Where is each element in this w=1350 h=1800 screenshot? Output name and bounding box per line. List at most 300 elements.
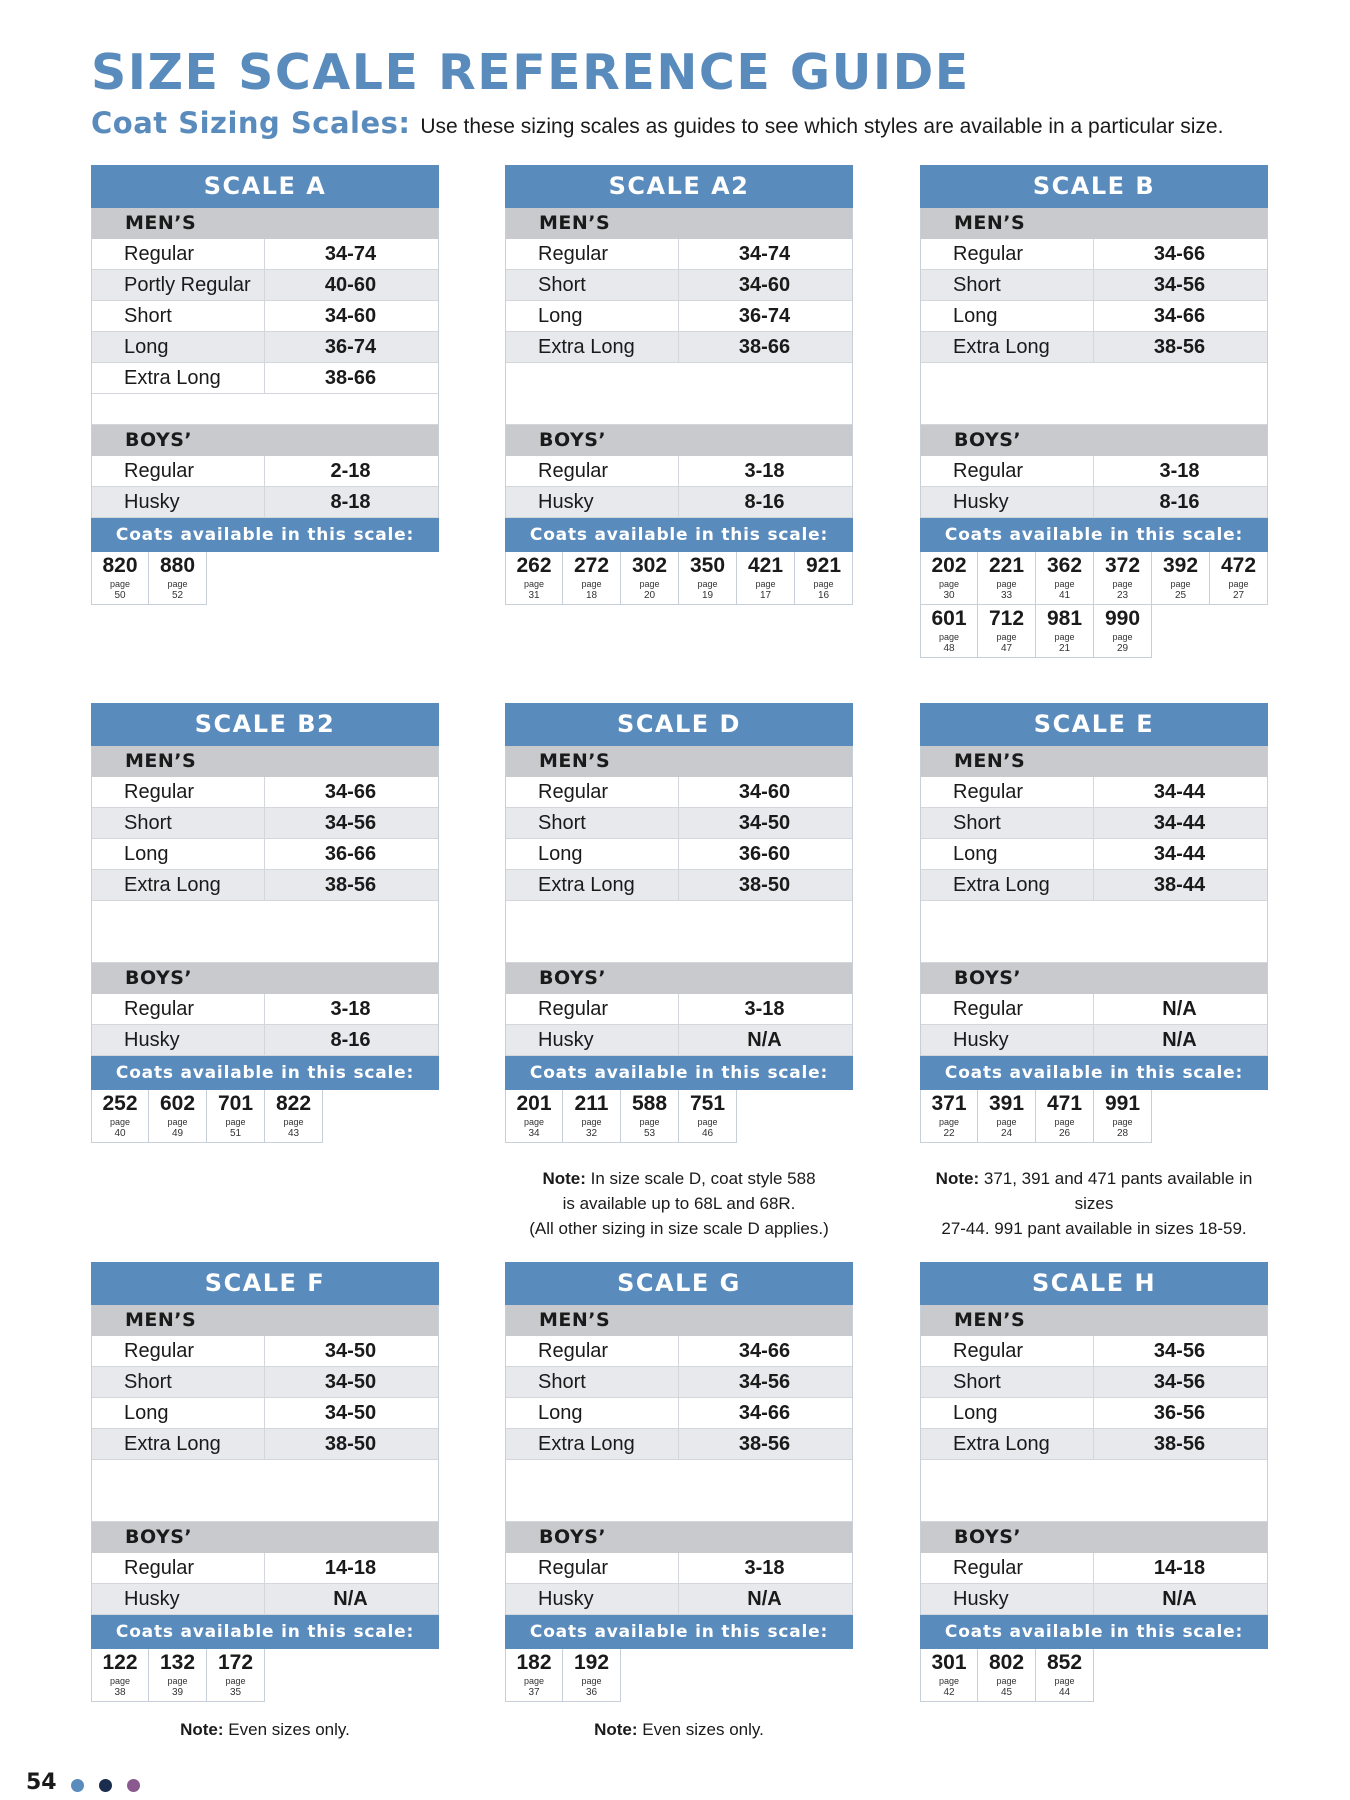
- fit-label: Extra Long: [921, 870, 1094, 900]
- catalog-page-number: 34: [528, 1128, 540, 1139]
- coat-style-list: [920, 1649, 1268, 1702]
- size-range: 3-18: [330, 998, 371, 1020]
- catalog-page-number: 40: [114, 1128, 126, 1139]
- coat-style-number: 371: [931, 1092, 967, 1115]
- boys-section-label: BOYS’: [506, 1522, 852, 1553]
- size-range: 34-44: [1153, 812, 1206, 834]
- coat-style-cell: [1094, 1090, 1152, 1143]
- fit-label: Regular: [921, 1553, 1094, 1583]
- coat-style-number: 262: [516, 554, 552, 577]
- coats-available-bar: Coats available in this scale:: [505, 518, 853, 552]
- coat-style-cell: [563, 1090, 621, 1143]
- table-row: [506, 994, 852, 1025]
- scale-note: [920, 1166, 1268, 1241]
- coat-style-number: 822: [275, 1092, 312, 1115]
- catalog-page-number: 19: [701, 590, 714, 601]
- fit-label: Regular: [92, 777, 265, 807]
- fit-label: Husky: [92, 487, 265, 517]
- page-caption: page: [109, 579, 131, 589]
- coat-style-cell: [978, 1090, 1036, 1143]
- fit-label: Extra Long: [506, 870, 679, 900]
- fit-label: Short: [921, 1367, 1094, 1397]
- fit-label: Regular: [506, 239, 679, 269]
- size-range: 38-44: [1153, 874, 1206, 896]
- coat-style-number: 272: [573, 554, 610, 577]
- size-range: 34-50: [738, 812, 791, 834]
- size-table: [920, 208, 1268, 518]
- catalog-page-number: 45: [1000, 1687, 1013, 1698]
- scale-title: SCALE B2: [91, 703, 439, 746]
- note-line: [505, 1717, 853, 1742]
- coat-style-list: [91, 1649, 439, 1702]
- note-line: [505, 1216, 853, 1241]
- coats-available-bar: Coats available in this scale:: [91, 1056, 439, 1090]
- catalog-page-number: 29: [1116, 643, 1129, 654]
- catalog-page-number: 43: [287, 1128, 300, 1139]
- size-range: N/A: [1162, 998, 1197, 1020]
- coat-style-cell: [679, 1090, 737, 1143]
- page-caption: page: [1054, 579, 1075, 589]
- page-caption: page: [813, 579, 834, 589]
- coats-available-bar: Coats available in this scale:: [920, 518, 1268, 552]
- note-label: Note:: [180, 1720, 224, 1739]
- table-row: [921, 301, 1267, 332]
- page-caption: page: [938, 1676, 960, 1686]
- note-text: Even sizes only.: [642, 1720, 764, 1739]
- table-spacer: [506, 363, 852, 425]
- page-caption: page: [1054, 632, 1075, 642]
- coat-style-list: [920, 552, 1268, 658]
- fit-label: Regular: [921, 456, 1094, 486]
- page-caption: page: [639, 1117, 660, 1127]
- table-row: [506, 1398, 852, 1429]
- page-caption: page: [581, 579, 602, 589]
- catalog-page-number: 49: [171, 1128, 184, 1139]
- coat-style-cell: [1036, 605, 1094, 658]
- size-range: 38-56: [1153, 1433, 1206, 1455]
- fit-label: Extra Long: [921, 1429, 1094, 1459]
- catalog-page-number: 22: [943, 1128, 955, 1139]
- catalog-page-number: 38: [114, 1687, 126, 1698]
- page-caption: page: [225, 1117, 246, 1127]
- scale-card-scale-f: [91, 1262, 439, 1702]
- coat-style-number: 751: [689, 1092, 726, 1115]
- scale-card-scale-e: [920, 703, 1268, 1143]
- size-range: 38-66: [738, 336, 791, 358]
- mens-section-label: MEN’S: [921, 1305, 1267, 1336]
- catalog-page-number: 31: [528, 590, 540, 601]
- coat-style-number: 201: [516, 1092, 552, 1115]
- table-row: [506, 1367, 852, 1398]
- size-range: N/A: [1162, 1588, 1197, 1610]
- page-caption: page: [225, 1676, 246, 1686]
- page-caption: page: [1054, 1117, 1075, 1127]
- page-caption: page: [1112, 1117, 1133, 1127]
- coat-style-number: 921: [805, 554, 842, 577]
- coat-style-number: 182: [516, 1651, 552, 1674]
- coat-style-number: 472: [1220, 554, 1257, 577]
- scale-note: [505, 1717, 853, 1742]
- fit-label: Long: [506, 839, 679, 869]
- table-row: [92, 1429, 438, 1460]
- table-row: [921, 1398, 1267, 1429]
- coat-style-number: 301: [931, 1651, 967, 1674]
- catalog-page-number: 37: [528, 1687, 540, 1698]
- size-range: 14-18: [1153, 1557, 1206, 1579]
- mens-section-label: MEN’S: [506, 208, 852, 239]
- coats-available-bar: Coats available in this scale:: [91, 1615, 439, 1649]
- size-range: 34-50: [324, 1402, 377, 1424]
- table-row: [92, 363, 438, 394]
- scale-title: SCALE G: [505, 1262, 853, 1305]
- fit-label: Regular: [921, 994, 1094, 1024]
- table-row: [921, 839, 1267, 870]
- coat-style-cell: [149, 1090, 207, 1143]
- coat-style-number: 802: [988, 1651, 1025, 1674]
- scale-card-scale-g: [505, 1262, 853, 1702]
- page-caption: page: [938, 632, 960, 642]
- table-row: [921, 808, 1267, 839]
- page-caption: page: [523, 1117, 545, 1127]
- table-row: [921, 994, 1267, 1025]
- coat-style-number: 202: [931, 554, 967, 577]
- page-caption: page: [996, 1676, 1017, 1686]
- coat-style-cell: [505, 1649, 563, 1702]
- size-range: 34-56: [1153, 1371, 1206, 1393]
- size-range: 38-56: [738, 1433, 791, 1455]
- fit-label: Regular: [921, 1336, 1094, 1366]
- coat-style-cell: [621, 552, 679, 605]
- note-text: Even sizes only.: [228, 1720, 350, 1739]
- coat-style-list: [505, 552, 853, 605]
- coat-style-cell: [920, 605, 978, 658]
- coat-style-number: 990: [1104, 607, 1141, 630]
- coat-style-list: [920, 1090, 1268, 1143]
- mens-section-label: MEN’S: [92, 208, 438, 239]
- table-row: [921, 456, 1267, 487]
- scale-title: SCALE F: [91, 1262, 439, 1305]
- fit-label: Regular: [506, 777, 679, 807]
- table-spacer: [921, 363, 1267, 425]
- coat-style-cell: [207, 1090, 265, 1143]
- table-row: [921, 1367, 1267, 1398]
- fit-label: Regular: [92, 994, 265, 1024]
- size-range: N/A: [747, 1588, 782, 1610]
- catalog-page-number: 51: [229, 1128, 242, 1139]
- fit-label: Short: [92, 808, 265, 838]
- fit-label: Short: [921, 808, 1094, 838]
- table-row: [921, 270, 1267, 301]
- size-table: [505, 1305, 853, 1615]
- catalog-page-number: 39: [171, 1687, 184, 1698]
- table-row: [92, 1398, 438, 1429]
- table-row: [921, 1584, 1267, 1615]
- page-caption: page: [581, 1676, 602, 1686]
- decorative-dot-icon: [127, 1779, 140, 1792]
- boys-section-label: BOYS’: [506, 425, 852, 456]
- size-range: 34-66: [1153, 305, 1206, 327]
- note-line: [505, 1166, 853, 1191]
- scale-card-scale-h: [920, 1262, 1268, 1702]
- table-row: [92, 808, 438, 839]
- scale-note: [505, 1166, 853, 1241]
- table-spacer: [92, 1460, 438, 1522]
- size-range: N/A: [1162, 1029, 1197, 1051]
- note-label: Note:: [542, 1169, 586, 1188]
- table-row: [506, 301, 852, 332]
- coat-style-number: 122: [102, 1651, 138, 1674]
- table-row: [506, 808, 852, 839]
- coat-style-number: 252: [102, 1092, 138, 1115]
- note-text: In size scale D, coat style 588: [590, 1169, 816, 1188]
- note-text: 371, 391 and 471 pants available in sizes: [983, 1169, 1253, 1213]
- fit-label: Regular: [92, 1336, 265, 1366]
- page-caption: page: [109, 1676, 131, 1686]
- scale-note: [91, 1717, 439, 1742]
- page-caption: page: [523, 1676, 545, 1686]
- coats-available-bar: Coats available in this scale:: [91, 518, 439, 552]
- table-row: [92, 239, 438, 270]
- boys-section-label: BOYS’: [921, 963, 1267, 994]
- coat-style-cell: [505, 1090, 563, 1143]
- boys-section-label: BOYS’: [921, 425, 1267, 456]
- catalog-page-number: 27: [1232, 590, 1245, 601]
- table-row: [506, 1336, 852, 1367]
- coat-style-cell: [1036, 552, 1094, 605]
- coat-style-cell: [795, 552, 853, 605]
- table-row: [506, 487, 852, 518]
- scale-title: SCALE A: [91, 165, 439, 208]
- table-spacer: [921, 901, 1267, 963]
- coat-style-number: 981: [1046, 607, 1083, 630]
- boys-section-label: BOYS’: [92, 963, 438, 994]
- size-range: 34-60: [738, 781, 791, 803]
- coat-style-number: 712: [988, 607, 1025, 630]
- table-spacer: [921, 1460, 1267, 1522]
- fit-label: Extra Long: [921, 332, 1094, 362]
- coat-style-cell: [978, 1649, 1036, 1702]
- coat-style-list: [91, 1090, 439, 1143]
- table-row: [92, 777, 438, 808]
- fit-label: Long: [921, 301, 1094, 331]
- catalog-page-number: 30: [943, 590, 955, 601]
- size-range: 36-74: [324, 336, 377, 358]
- note-line: [91, 1717, 439, 1742]
- catalog-page-number: 47: [1000, 643, 1013, 654]
- coat-style-list: [91, 552, 439, 605]
- size-range: 34-56: [1153, 274, 1206, 296]
- size-range: 38-66: [324, 367, 377, 389]
- fit-label: Husky: [506, 1584, 679, 1614]
- coat-style-number: 192: [573, 1651, 610, 1674]
- fit-label: Long: [921, 839, 1094, 869]
- fit-label: Regular: [921, 777, 1094, 807]
- table-spacer: [506, 1460, 852, 1522]
- coat-style-cell: [737, 552, 795, 605]
- table-row: [921, 777, 1267, 808]
- table-row: [506, 1025, 852, 1056]
- catalog-page-number: 46: [701, 1128, 714, 1139]
- page-caption: page: [1054, 1676, 1075, 1686]
- subtitle-lead: Coat Sizing Scales:: [91, 106, 411, 140]
- table-row: [92, 1584, 438, 1615]
- table-row: [506, 270, 852, 301]
- coat-style-cell: [149, 552, 207, 605]
- scale-card-scale-b: [920, 165, 1268, 658]
- table-row: [921, 1025, 1267, 1056]
- coat-style-number: 132: [159, 1651, 196, 1674]
- coat-style-number: 991: [1104, 1092, 1141, 1115]
- catalog-page-number: 36: [585, 1687, 598, 1698]
- catalog-page-number: 24: [1000, 1128, 1013, 1139]
- coat-style-cell: [679, 552, 737, 605]
- coat-style-cell: [1094, 605, 1152, 658]
- mens-section-label: MEN’S: [92, 1305, 438, 1336]
- fit-label: Short: [506, 808, 679, 838]
- catalog-page-number: 35: [229, 1687, 242, 1698]
- coats-available-bar: Coats available in this scale:: [920, 1056, 1268, 1090]
- size-range: 34-56: [738, 1371, 791, 1393]
- size-range: 34-44: [1153, 843, 1206, 865]
- note-text: (All other sizing in size scale D applies.): [529, 1219, 829, 1238]
- catalog-page-number: 28: [1116, 1128, 1129, 1139]
- page-caption: page: [1112, 579, 1133, 589]
- size-range: 34-66: [738, 1340, 791, 1362]
- coat-style-cell: [1152, 552, 1210, 605]
- fit-label: Regular: [506, 994, 679, 1024]
- page-caption: page: [755, 579, 776, 589]
- coats-available-bar: Coats available in this scale:: [505, 1615, 853, 1649]
- coat-style-number: 852: [1046, 1651, 1083, 1674]
- coat-style-number: 372: [1104, 554, 1141, 577]
- note-line: [505, 1191, 853, 1216]
- size-range: 34-74: [324, 243, 377, 265]
- coat-style-cell: [207, 1649, 265, 1702]
- size-table: [920, 746, 1268, 1056]
- size-range: 3-18: [744, 998, 785, 1020]
- fit-label: Regular: [506, 1553, 679, 1583]
- fit-label: Short: [92, 1367, 265, 1397]
- coat-style-cell: [149, 1649, 207, 1702]
- size-range: 36-60: [738, 843, 791, 865]
- scale-title: SCALE D: [505, 703, 853, 746]
- table-row: [506, 1429, 852, 1460]
- fit-label: Extra Long: [506, 332, 679, 362]
- page-caption: page: [697, 1117, 718, 1127]
- page-caption: page: [639, 579, 660, 589]
- mens-section-label: MEN’S: [92, 746, 438, 777]
- note-label: Note:: [935, 1169, 980, 1188]
- coat-style-list: [505, 1090, 853, 1143]
- note-text: is available up to 68L and 68R.: [562, 1194, 796, 1213]
- table-row: [921, 332, 1267, 363]
- table-row: [506, 1584, 852, 1615]
- page-caption: page: [938, 1117, 960, 1127]
- fit-label: Husky: [921, 1584, 1094, 1614]
- table-row: [92, 1553, 438, 1584]
- table-row: [506, 1553, 852, 1584]
- page-caption: page: [1170, 579, 1191, 589]
- coat-style-cell: [563, 552, 621, 605]
- table-row: [92, 1367, 438, 1398]
- page-caption: page: [996, 579, 1017, 589]
- size-range: 8-18: [330, 491, 371, 513]
- table-row: [921, 239, 1267, 270]
- page-caption: page: [1112, 632, 1133, 642]
- coat-style-cell: [621, 1090, 679, 1143]
- scale-title: SCALE B: [920, 165, 1268, 208]
- fit-label: Long: [506, 1398, 679, 1428]
- scale-card-scale-d: [505, 703, 853, 1143]
- catalog-page-number: 16: [817, 590, 830, 601]
- catalog-page-number: 52: [171, 590, 184, 601]
- fit-label: Long: [92, 1398, 265, 1428]
- coat-style-number: 362: [1046, 554, 1083, 577]
- fit-label: Short: [506, 1367, 679, 1397]
- size-table: [91, 208, 439, 518]
- table-row: [92, 270, 438, 301]
- coat-style-cell: [265, 1090, 323, 1143]
- size-range: 36-66: [324, 843, 377, 865]
- fit-label: Short: [92, 301, 265, 331]
- page-subtitle: [91, 106, 1223, 140]
- size-range: 2-18: [330, 460, 371, 482]
- catalog-page-number: 20: [643, 590, 656, 601]
- decorative-dot-icon: [71, 1779, 84, 1792]
- page-caption: page: [109, 1117, 131, 1127]
- size-range: 34-66: [738, 1402, 791, 1424]
- fit-label: Regular: [92, 456, 265, 486]
- catalog-page-number: 25: [1174, 590, 1187, 601]
- size-range: 3-18: [1159, 460, 1200, 482]
- coat-style-cell: [920, 552, 978, 605]
- fit-label: Husky: [92, 1584, 265, 1614]
- table-row: [921, 1336, 1267, 1367]
- coat-style-number: 588: [631, 1092, 668, 1115]
- boys-section-label: BOYS’: [506, 963, 852, 994]
- fit-label: Husky: [921, 1025, 1094, 1055]
- fit-label: Short: [506, 270, 679, 300]
- note-line: [920, 1166, 1268, 1216]
- fit-label: Husky: [506, 1025, 679, 1055]
- coat-style-number: 701: [217, 1092, 254, 1115]
- mens-section-label: MEN’S: [921, 746, 1267, 777]
- coat-style-number: 221: [988, 554, 1025, 577]
- scale-title: SCALE A2: [505, 165, 853, 208]
- size-range: 38-50: [324, 1433, 377, 1455]
- coat-style-number: 302: [631, 554, 668, 577]
- mens-section-label: MEN’S: [506, 746, 852, 777]
- table-row: [92, 870, 438, 901]
- catalog-page-number: 50: [114, 590, 126, 601]
- size-range: 14-18: [324, 1557, 377, 1579]
- size-range: 38-56: [1153, 336, 1206, 358]
- table-row: [921, 1429, 1267, 1460]
- boys-section-label: BOYS’: [921, 1522, 1267, 1553]
- catalog-page-number: 48: [943, 643, 955, 654]
- catalog-page-number: 32: [585, 1128, 598, 1139]
- size-range: 34-50: [324, 1340, 377, 1362]
- table-row: [506, 332, 852, 363]
- catalog-page-number: 26: [1058, 1128, 1071, 1139]
- scale-card-scale-a: [91, 165, 439, 605]
- coat-style-cell: [978, 552, 1036, 605]
- fit-label: Long: [92, 332, 265, 362]
- coats-available-bar: Coats available in this scale:: [920, 1615, 1268, 1649]
- coat-style-cell: [1036, 1649, 1094, 1702]
- catalog-page-number: 18: [585, 590, 598, 601]
- coat-style-number: 601: [931, 607, 967, 630]
